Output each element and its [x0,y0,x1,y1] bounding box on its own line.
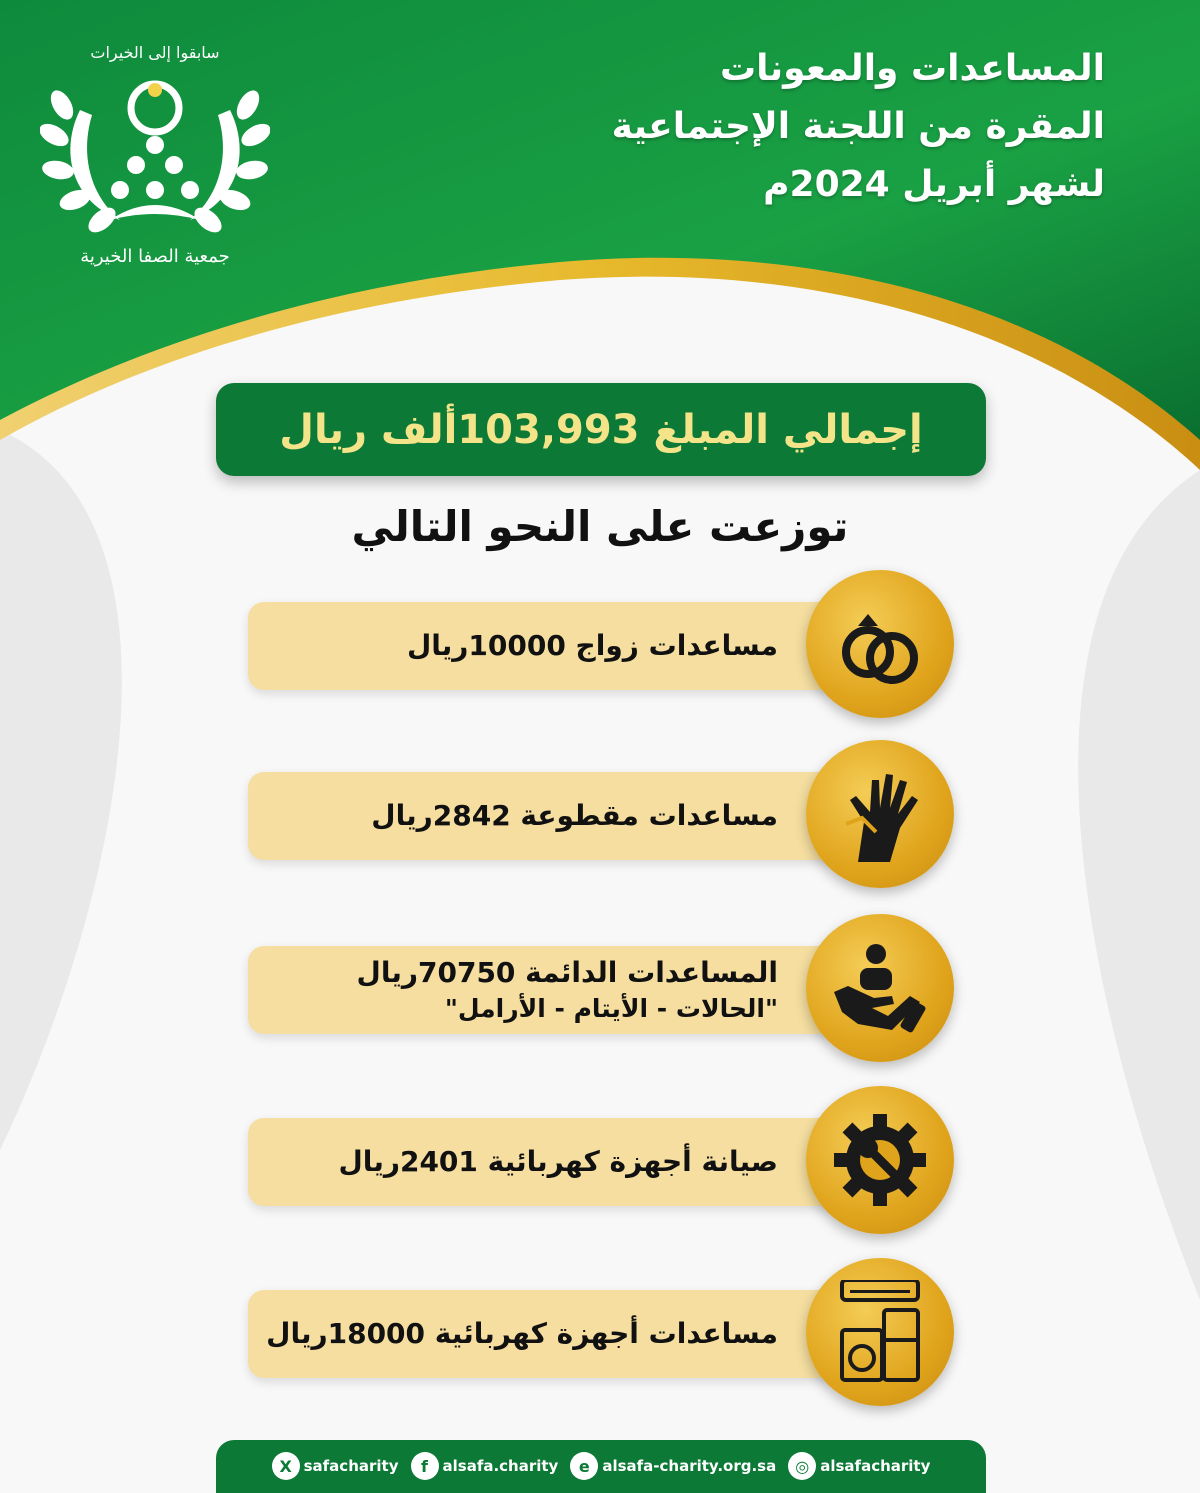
item-text: صيانة أجهزة كهربائية 2401ريال [338,1145,778,1178]
item-text: مساعدات مقطوعة 2842ريال [371,799,778,832]
logo-name: جمعية الصفا الخيرية [80,246,230,267]
list-item [248,1086,948,1236]
care-person-icon [828,936,932,1040]
item-pill [248,772,848,860]
instagram-icon: ◎ [788,1452,816,1480]
subtitle: توزعت على النحو التالي [351,502,849,551]
social-x-handle: safacharity [303,1457,399,1475]
item-icon-circle [806,1086,954,1234]
social-website[interactable] [570,1452,776,1480]
social-facebook[interactable] [411,1452,559,1480]
list-item [248,740,948,890]
page-title [465,40,1105,214]
social-x[interactable] [272,1452,399,1480]
item-pill [248,602,848,690]
total-banner [216,383,986,476]
list-item [248,1258,948,1408]
list-item [248,914,948,1064]
item-icon-circle [806,740,954,888]
title-line-2: المقرة من اللجنة الإجتماعية [611,106,1105,147]
website-icon: e [570,1452,598,1480]
social-website-url: alsafa-charity.org.sa [602,1457,777,1475]
list-item [248,570,948,720]
item-text: مساعدات أجهزة كهربائية 18000ريال [266,1317,778,1350]
logo-motto: سابقوا إلى الخيرات [90,43,220,62]
title-line-1: المساعدات والمعونات [719,48,1105,89]
appliances-icon [828,1280,932,1384]
x-icon: X [272,1452,300,1480]
item-text: المساعدات الدائمة 70750ريال [356,956,778,989]
item-pill [248,1118,848,1206]
item-icon-circle [806,1258,954,1406]
social-instagram-handle: alsafacharity [820,1457,931,1475]
social-facebook-handle: alsafa.charity [442,1457,559,1475]
total-text: إجمالي المبلغ 103,993ألف ريال [279,406,923,453]
rings-icon [828,592,932,696]
helping-hands-icon [828,762,932,866]
title-line-3: لشهر أبريل 2024م [763,164,1105,205]
item-icon-circle [806,570,954,718]
facebook-icon: f [411,1452,439,1480]
item-text: مساعدات زواج 10000ريال [406,629,778,662]
item-pill [248,1290,848,1378]
item-subtext: "الحالات - الأيتام - الأرامل" [444,994,778,1023]
item-icon-circle [806,914,954,1062]
logo [40,30,270,280]
gear-wrench-icon [828,1108,932,1212]
social-instagram[interactable] [788,1452,930,1480]
item-pill [248,946,848,1034]
footer-bar [216,1440,986,1493]
